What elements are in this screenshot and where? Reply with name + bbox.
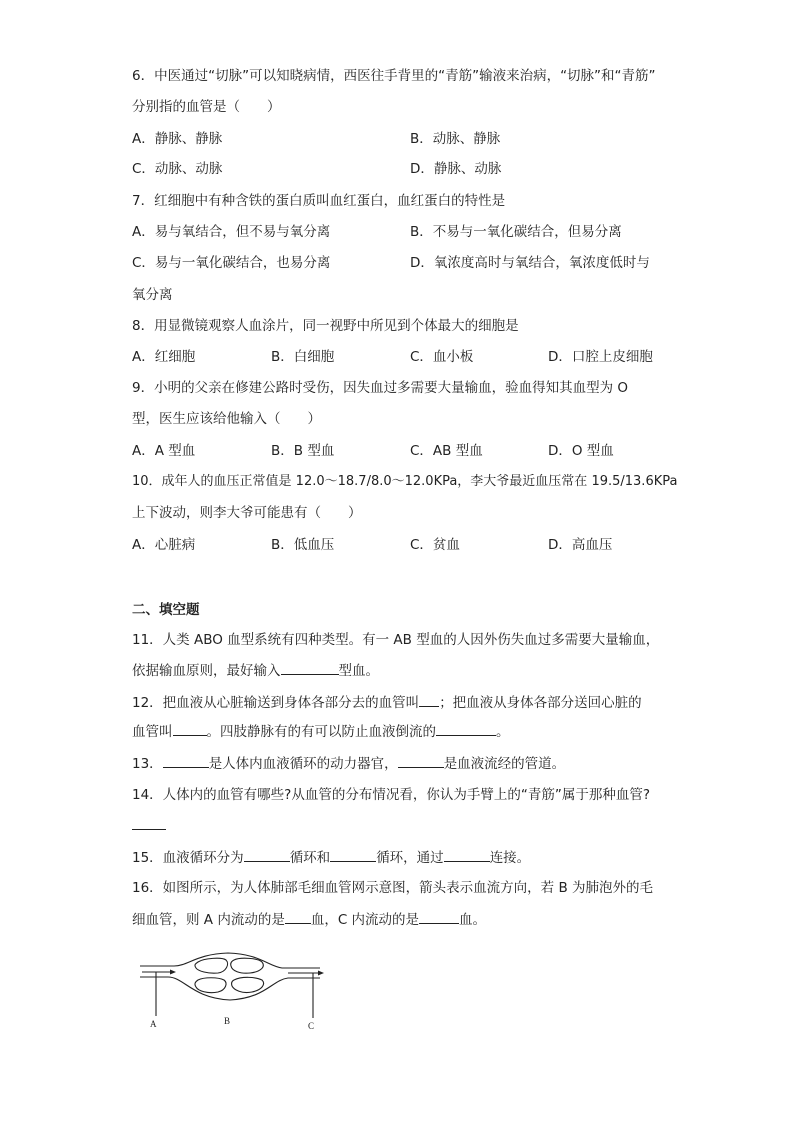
q11-text-a: 依据输血原则，最好输入: [132, 663, 281, 679]
q10-option-a: A．心脏病: [132, 537, 196, 553]
q15-stem: [132, 847, 530, 867]
q16-blank-1[interactable]: [285, 909, 311, 924]
q8-stem: 8．用显微镜观察人血涂片，同一视野中所见到个体最大的细胞是: [132, 318, 519, 334]
q12-text-d: 。四肢静脉有的有可以防止血液倒流的: [206, 724, 436, 740]
q10-stem-line1: 10．成年人的血压正常值是 12.0～18.7/8.0～12.0KPa，李大爷最近血压常在 19.5/13.6KPa: [132, 474, 678, 489]
q10-stem-line2: 上下波动，则李大爷可能患有（ ）: [132, 505, 362, 521]
q15-text-b: 循环和: [289, 850, 331, 866]
q15-text-a: 15．血液循环分为: [132, 850, 244, 866]
q12-text-a: 12．把血液从心脏输送到身体各部分去的血管叫: [132, 695, 420, 711]
q15-blank-3[interactable]: [444, 847, 490, 862]
q9-stem-line1: 9．小明的父亲在修建公路时受伤，因失血过多需要大量输血，验血得知其血型为 O: [132, 380, 629, 396]
capillary-loop-1: [195, 958, 228, 973]
q15-blank-2[interactable]: [330, 847, 376, 862]
q6-option-c: C．动脉、动脉: [132, 161, 223, 177]
q12-blank-2[interactable]: [173, 721, 207, 736]
q12-blank-3[interactable]: [436, 721, 496, 736]
vessel-outer-bottom: [140, 977, 320, 1000]
q7-option-c: C．易与一氧化碳结合，也易分离: [132, 255, 331, 271]
vessel-outer-top: [140, 953, 320, 968]
q12-blank-1[interactable]: [419, 692, 439, 707]
q11-text-b: 型血。: [338, 663, 379, 679]
q10-option-b: B．低血压: [271, 537, 335, 553]
diagram-label-c: C: [308, 1021, 315, 1031]
q9-option-b: B．B 型血: [271, 443, 335, 459]
q7-option-d-cont: 氧分离: [132, 287, 173, 303]
q6-option-a: A．静脉、静脉: [132, 131, 223, 147]
q13-text-b: 是人体内血液循环的动力器官，: [208, 756, 398, 772]
q9-option-c: C．AB 型血: [410, 443, 483, 459]
q11-blank[interactable]: [281, 660, 339, 675]
capillary-loop-3: [195, 978, 226, 993]
q12-stem-line2: [132, 721, 510, 741]
q10-option-d: D．高血压: [548, 537, 613, 553]
q6-option-b: B．动脉、静脉: [410, 131, 501, 147]
q12-stem-line1: [132, 692, 642, 712]
diagram-label-a: A: [150, 1019, 157, 1029]
q7-option-d: D．氧浓度高时与氧结合，氧浓度低时与: [410, 255, 650, 271]
q8-option-b: B．白细胞: [271, 349, 335, 365]
q16-text-b: 血，C 内流动的是: [310, 912, 420, 928]
q14-answer-line: [132, 815, 166, 835]
q16-stem-line1: 16．如图所示，为人体肺部毛细血管网示意图，箭头表示血流方向，若 B 为肺泡外的毛: [132, 880, 654, 896]
section-title-fill-in: 二、填空题: [132, 602, 200, 618]
q12-text-e: 。: [496, 724, 510, 740]
q15-text-c: 循环，通过: [376, 850, 444, 866]
q9-option-a: A．A 型血: [132, 443, 196, 459]
q14-blank[interactable]: [132, 815, 166, 830]
q8-option-c: C．血小板: [410, 349, 474, 365]
q11-stem-line1: 11．人类 ABO 血型系统有四种类型。有一 AB 型血的人因外伤失血过多需要大量输血，: [132, 632, 660, 648]
diagram-label-b: B: [224, 1016, 231, 1026]
q6-stem-line1: 6．中医通过“切脉”可以知晓病情，西医往手背里的“青筋”输液来治病，“切脉”和“青筋”: [132, 68, 656, 84]
arrow-head-out: [318, 971, 324, 976]
capillary-loop-4: [232, 977, 264, 992]
q8-option-d: D．口腔上皮细胞: [548, 349, 653, 365]
q6-stem-line2: 分别指的血管是（ ）: [132, 99, 281, 115]
q15-text-d: 连接。: [489, 850, 531, 866]
q11-stem-line2: [132, 660, 379, 680]
q16-text-a: 细血管，则 A 内流动的是: [132, 912, 285, 928]
q7-option-b: B．不易与一氧化碳结合，但易分离: [410, 224, 622, 240]
capillary-network-diagram: [138, 950, 338, 1032]
q13-blank-1[interactable]: [163, 753, 209, 768]
q13-text-c: 是血液流经的管道。: [443, 756, 566, 772]
q12-text-b: ；把血液从身体各部分送回心脏的: [439, 695, 642, 711]
q7-option-a: A．易与氧结合，但不易与氧分离: [132, 224, 331, 240]
q7-stem: 7．红细胞中有种含铁的蛋白质叫血红蛋白，血红蛋白的特性是: [132, 193, 506, 209]
q14-stem: 14．人体内的血管有哪些?从血管的分布情况看，你认为手臂上的“青筋”属于那种血管?: [132, 787, 650, 803]
q9-option-d: D．O 型血: [548, 443, 614, 459]
q16-blank-2[interactable]: [419, 909, 459, 924]
q6-option-d: D．静脉、动脉: [410, 161, 502, 177]
q12-text-c: 血管叫: [132, 724, 173, 740]
q15-blank-1[interactable]: [244, 847, 290, 862]
q13-stem: [132, 753, 565, 773]
q16-stem-line2: [132, 909, 486, 929]
capillary-loop-2: [231, 958, 264, 973]
arrow-head-in: [170, 970, 176, 975]
q13-text-a: 13．: [132, 756, 163, 772]
q9-stem-line2: 型，医生应该给他输入（ ）: [132, 411, 321, 427]
q8-option-a: A．红细胞: [132, 349, 196, 365]
q13-blank-2[interactable]: [398, 753, 444, 768]
q10-option-c: C．贫血: [410, 537, 460, 553]
q16-text-c: 血。: [459, 912, 487, 928]
